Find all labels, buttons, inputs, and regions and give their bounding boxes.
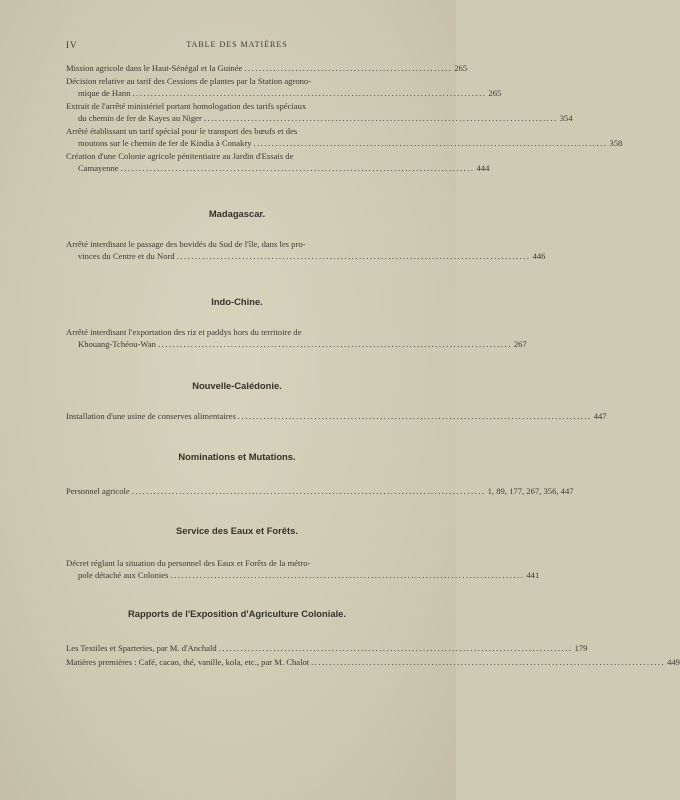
toc-entry: Arrêté interdisant le passage des bovidés du Sud de l'île, dans les pro- vinces du Centre et du Nord ................................................................................................. 446 (66, 239, 546, 262)
toc-entry: Installation d'une usine de conserves alimentaires ................................................................................................. 447 (66, 411, 607, 421)
toc-entry: Les Textiles et Sparteries, par M. d'Anchald ................................................................................................. 179 (66, 643, 588, 653)
toc-entry: Personnel agricole ................................................................................................. 1, 89, 177, 267, 356, 447 (66, 486, 574, 496)
toc-entry: Extrait de l'arrêté ministériel portant homologation des tarifs spéciaux du chemin de fer de Kayes au Niger ................................................................................................. 354 (66, 101, 573, 124)
section-title: Madagascar. (208, 208, 266, 219)
toc-entry: Matières premières : Café, cacao, thé, vanille, kola, etc., par M. Chalot ................................................................................................. 449 (66, 657, 680, 667)
toc-entry: Décision relative au tarif des Cessions de plantes par la Station agrono- mique de Hann ................................................................................................. 265 (66, 76, 502, 99)
section-title: Rapports de l'Exposition d'Agriculture Coloniale. (127, 608, 347, 619)
toc-entry: Mission agricole dans le Haut-Sénégal et la Guinée ......................................................... 265 (66, 63, 468, 73)
toc-entry: Arrêté établissant un tarif spécial pour le transport des bœufs et des moutons sur le chemin de fer de Kindia à Conakry ................................................................................................. 358 (66, 126, 623, 149)
section-title: Indo-Chine. (211, 296, 263, 307)
section-title: Service des Eaux et Forêts. (176, 525, 298, 536)
section-title: Nouvelle-Calédonie. (192, 380, 282, 391)
section-title: Nominations et Mutations. (178, 451, 296, 462)
toc-entry: Arrêté interdisant l'exportation des riz et paddys hors du territoire de Khouang-Tchéou-Wan ................................................................................................. 267 (66, 327, 527, 350)
page-number: IV (66, 40, 78, 50)
toc-entry: Décret réglant la situation du personnel des Eaux et Forêts de la métro- pole détaché aux Colonies ................................................................................................. 441 (66, 558, 540, 581)
toc-entry: Création d'une Colonie agricole pénitentiaire au Jardin d'Essais de Camayenne ................................................................................................. 444 (66, 151, 490, 174)
page-header (66, 40, 408, 49)
running-title: TABLE DES MATIÈRES (186, 40, 288, 49)
